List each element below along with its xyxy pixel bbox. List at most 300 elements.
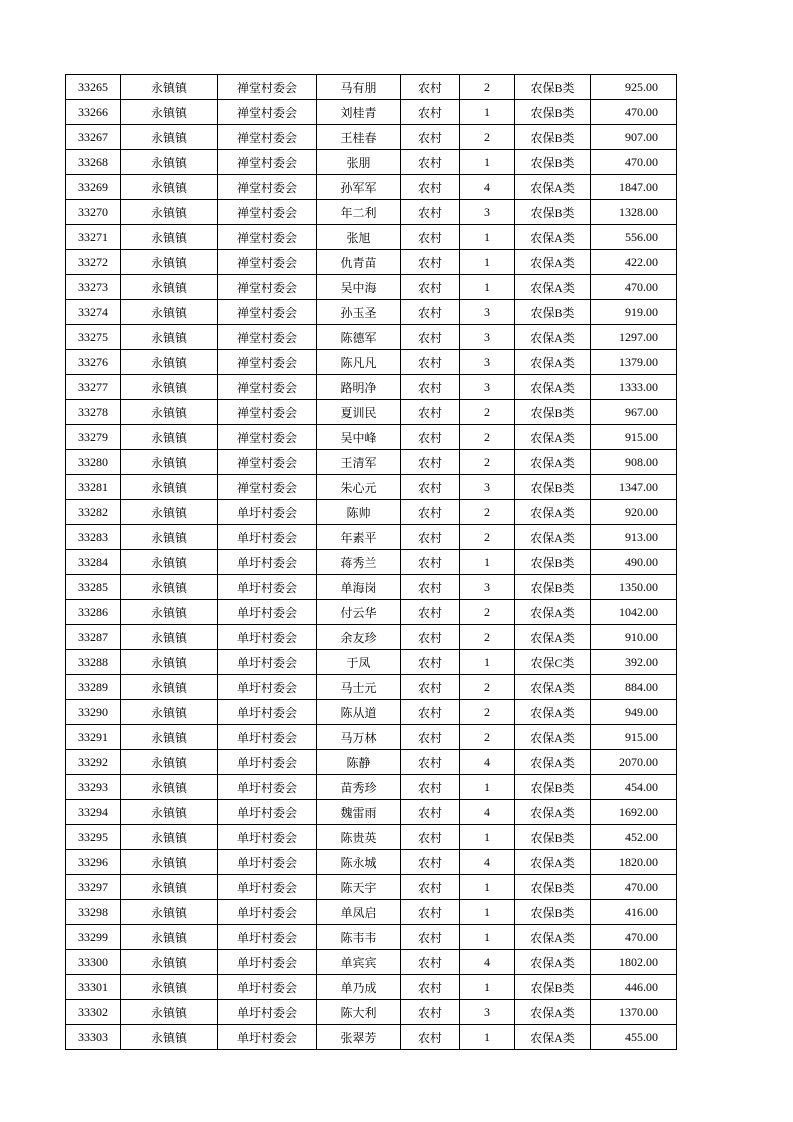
cell-id: 33300: [66, 950, 121, 975]
table-row: [66, 600, 677, 625]
cell-count: 3: [460, 1000, 515, 1025]
cell-name: 陈贵英: [317, 825, 401, 850]
cell-village: 单圩村委会: [218, 575, 317, 600]
cell-village: 单圩村委会: [218, 500, 317, 525]
cell-count: 4: [460, 850, 515, 875]
cell-town: 永镇镇: [121, 200, 218, 225]
cell-amount: 392.00: [591, 650, 677, 675]
cell-insurance-class: 农保A类: [515, 350, 591, 375]
cell-town: 永镇镇: [121, 675, 218, 700]
cell-insurance-class: 农保B类: [515, 300, 591, 325]
cell-amount: 1297.00: [591, 325, 677, 350]
cell-town: 永镇镇: [121, 475, 218, 500]
cell-town: 永镇镇: [121, 950, 218, 975]
cell-type: 农村: [401, 900, 460, 925]
cell-id: 33268: [66, 150, 121, 175]
cell-insurance-class: 农保B类: [515, 125, 591, 150]
cell-amount: 446.00: [591, 975, 677, 1000]
cell-town: 永镇镇: [121, 825, 218, 850]
cell-name: 孙玉圣: [317, 300, 401, 325]
cell-name: 马万林: [317, 725, 401, 750]
table-row: [66, 725, 677, 750]
cell-amount: 1802.00: [591, 950, 677, 975]
cell-town: 永镇镇: [121, 500, 218, 525]
cell-village: 禅堂村委会: [218, 375, 317, 400]
cell-type: 农村: [401, 475, 460, 500]
cell-name: 陈德军: [317, 325, 401, 350]
cell-count: 4: [460, 800, 515, 825]
cell-amount: 422.00: [591, 250, 677, 275]
cell-amount: 452.00: [591, 825, 677, 850]
cell-insurance-class: 农保A类: [515, 700, 591, 725]
cell-id: 33298: [66, 900, 121, 925]
cell-id: 33274: [66, 300, 121, 325]
cell-village: 单圩村委会: [218, 675, 317, 700]
cell-amount: 2070.00: [591, 750, 677, 775]
cell-type: 农村: [401, 250, 460, 275]
cell-insurance-class: 农保A类: [515, 800, 591, 825]
cell-insurance-class: 农保B类: [515, 150, 591, 175]
table-row: [66, 275, 677, 300]
table-row: [66, 775, 677, 800]
cell-name: 年素平: [317, 525, 401, 550]
cell-count: 2: [460, 500, 515, 525]
cell-insurance-class: 农保B类: [515, 475, 591, 500]
cell-id: 33276: [66, 350, 121, 375]
cell-village: 单圩村委会: [218, 925, 317, 950]
cell-insurance-class: 农保A类: [515, 625, 591, 650]
cell-name: 单宾宾: [317, 950, 401, 975]
cell-type: 农村: [401, 1025, 460, 1050]
table-row: [66, 175, 677, 200]
cell-id: 33285: [66, 575, 121, 600]
cell-insurance-class: 农保A类: [515, 500, 591, 525]
cell-count: 1: [460, 275, 515, 300]
cell-id: 33265: [66, 75, 121, 100]
cell-type: 农村: [401, 700, 460, 725]
cell-town: 永镇镇: [121, 300, 218, 325]
cell-type: 农村: [401, 575, 460, 600]
cell-type: 农村: [401, 725, 460, 750]
cell-amount: 967.00: [591, 400, 677, 425]
cell-village: 单圩村委会: [218, 1000, 317, 1025]
cell-town: 永镇镇: [121, 350, 218, 375]
cell-insurance-class: 农保A类: [515, 1025, 591, 1050]
cell-type: 农村: [401, 375, 460, 400]
cell-amount: 1333.00: [591, 375, 677, 400]
cell-insurance-class: 农保A类: [515, 375, 591, 400]
cell-town: 永镇镇: [121, 150, 218, 175]
cell-id: 33294: [66, 800, 121, 825]
cell-count: 2: [460, 700, 515, 725]
cell-amount: 416.00: [591, 900, 677, 925]
cell-village: 单圩村委会: [218, 825, 317, 850]
cell-id: 33302: [66, 1000, 121, 1025]
cell-id: 33270: [66, 200, 121, 225]
table-row: [66, 425, 677, 450]
cell-insurance-class: 农保A类: [515, 450, 591, 475]
cell-name: 于凤: [317, 650, 401, 675]
cell-village: 禅堂村委会: [218, 475, 317, 500]
cell-amount: 920.00: [591, 500, 677, 525]
cell-count: 1: [460, 825, 515, 850]
cell-name: 张旭: [317, 225, 401, 250]
cell-id: 33279: [66, 425, 121, 450]
cell-insurance-class: 农保A类: [515, 675, 591, 700]
cell-type: 农村: [401, 500, 460, 525]
cell-type: 农村: [401, 975, 460, 1000]
cell-insurance-class: 农保B类: [515, 400, 591, 425]
cell-village: 禅堂村委会: [218, 75, 317, 100]
table-body: [66, 75, 677, 1050]
cell-insurance-class: 农保A类: [515, 425, 591, 450]
cell-id: 33272: [66, 250, 121, 275]
cell-count: 2: [460, 725, 515, 750]
cell-count: 2: [460, 525, 515, 550]
cell-count: 2: [460, 625, 515, 650]
cell-insurance-class: 农保B类: [515, 200, 591, 225]
cell-name: 路明净: [317, 375, 401, 400]
cell-town: 永镇镇: [121, 875, 218, 900]
cell-village: 单圩村委会: [218, 1025, 317, 1050]
cell-insurance-class: 农保A类: [515, 275, 591, 300]
cell-count: 1: [460, 775, 515, 800]
cell-amount: 908.00: [591, 450, 677, 475]
cell-insurance-class: 农保B类: [515, 575, 591, 600]
table-row: [66, 750, 677, 775]
cell-name: 马有朋: [317, 75, 401, 100]
cell-amount: 913.00: [591, 525, 677, 550]
cell-count: 4: [460, 950, 515, 975]
cell-village: 禅堂村委会: [218, 325, 317, 350]
cell-village: 单圩村委会: [218, 850, 317, 875]
cell-town: 永镇镇: [121, 600, 218, 625]
cell-name: 陈韦韦: [317, 925, 401, 950]
cell-amount: 925.00: [591, 75, 677, 100]
cell-id: 33277: [66, 375, 121, 400]
cell-name: 年二利: [317, 200, 401, 225]
cell-id: 33269: [66, 175, 121, 200]
cell-town: 永镇镇: [121, 750, 218, 775]
table-row: [66, 900, 677, 925]
cell-town: 永镇镇: [121, 225, 218, 250]
table-row: [66, 225, 677, 250]
cell-name: 陈从道: [317, 700, 401, 725]
cell-count: 2: [460, 450, 515, 475]
cell-name: 单凤启: [317, 900, 401, 925]
cell-count: 1: [460, 150, 515, 175]
cell-town: 永镇镇: [121, 75, 218, 100]
cell-town: 永镇镇: [121, 1000, 218, 1025]
cell-id: 33296: [66, 850, 121, 875]
table-row: [66, 200, 677, 225]
cell-name: 陈静: [317, 750, 401, 775]
cell-village: 单圩村委会: [218, 550, 317, 575]
cell-amount: 455.00: [591, 1025, 677, 1050]
cell-type: 农村: [401, 325, 460, 350]
cell-id: 33287: [66, 625, 121, 650]
cell-amount: 470.00: [591, 150, 677, 175]
cell-village: 单圩村委会: [218, 750, 317, 775]
cell-count: 1: [460, 875, 515, 900]
cell-name: 魏雷雨: [317, 800, 401, 825]
cell-id: 33284: [66, 550, 121, 575]
cell-name: 余友珍: [317, 625, 401, 650]
cell-count: 2: [460, 400, 515, 425]
table-row: [66, 400, 677, 425]
benefits-table: [65, 74, 677, 1050]
cell-village: 禅堂村委会: [218, 275, 317, 300]
table-row: [66, 825, 677, 850]
cell-name: 陈天宇: [317, 875, 401, 900]
cell-insurance-class: 农保A类: [515, 1000, 591, 1025]
table-row: [66, 350, 677, 375]
cell-name: 吴中海: [317, 275, 401, 300]
cell-amount: 1347.00: [591, 475, 677, 500]
cell-insurance-class: 农保C类: [515, 650, 591, 675]
cell-village: 禅堂村委会: [218, 200, 317, 225]
cell-amount: 907.00: [591, 125, 677, 150]
cell-name: 陈凡凡: [317, 350, 401, 375]
cell-count: 2: [460, 125, 515, 150]
cell-name: 马士元: [317, 675, 401, 700]
cell-town: 永镇镇: [121, 625, 218, 650]
cell-insurance-class: 农保A类: [515, 925, 591, 950]
cell-town: 永镇镇: [121, 725, 218, 750]
cell-insurance-class: 农保A类: [515, 225, 591, 250]
table-row: [66, 300, 677, 325]
cell-name: 苗秀珍: [317, 775, 401, 800]
cell-count: 3: [460, 300, 515, 325]
cell-type: 农村: [401, 550, 460, 575]
cell-town: 永镇镇: [121, 850, 218, 875]
cell-type: 农村: [401, 100, 460, 125]
cell-village: 单圩村委会: [218, 975, 317, 1000]
cell-type: 农村: [401, 425, 460, 450]
cell-name: 张朋: [317, 150, 401, 175]
cell-id: 33299: [66, 925, 121, 950]
cell-id: 33280: [66, 450, 121, 475]
cell-town: 永镇镇: [121, 700, 218, 725]
cell-village: 禅堂村委会: [218, 400, 317, 425]
cell-town: 永镇镇: [121, 550, 218, 575]
cell-name: 王桂春: [317, 125, 401, 150]
table-row: [66, 1025, 677, 1050]
cell-type: 农村: [401, 825, 460, 850]
cell-insurance-class: 农保A类: [515, 950, 591, 975]
cell-count: 1: [460, 975, 515, 1000]
table-row: [66, 525, 677, 550]
cell-id: 33288: [66, 650, 121, 675]
cell-insurance-class: 农保B类: [515, 550, 591, 575]
cell-id: 33297: [66, 875, 121, 900]
cell-village: 禅堂村委会: [218, 425, 317, 450]
cell-id: 33282: [66, 500, 121, 525]
cell-town: 永镇镇: [121, 175, 218, 200]
cell-amount: 470.00: [591, 100, 677, 125]
table-row: [66, 250, 677, 275]
cell-id: 33295: [66, 825, 121, 850]
cell-type: 农村: [401, 750, 460, 775]
cell-name: 张翠芳: [317, 1025, 401, 1050]
cell-town: 永镇镇: [121, 325, 218, 350]
table-row: [66, 950, 677, 975]
cell-amount: 470.00: [591, 925, 677, 950]
cell-village: 禅堂村委会: [218, 300, 317, 325]
table-row: [66, 875, 677, 900]
cell-type: 农村: [401, 175, 460, 200]
cell-id: 33286: [66, 600, 121, 625]
cell-name: 孙军军: [317, 175, 401, 200]
cell-village: 单圩村委会: [218, 875, 317, 900]
cell-id: 33275: [66, 325, 121, 350]
cell-type: 农村: [401, 275, 460, 300]
cell-type: 农村: [401, 925, 460, 950]
table-row: [66, 450, 677, 475]
cell-amount: 1847.00: [591, 175, 677, 200]
cell-name: 王清军: [317, 450, 401, 475]
cell-village: 单圩村委会: [218, 625, 317, 650]
cell-town: 永镇镇: [121, 250, 218, 275]
cell-amount: 1328.00: [591, 200, 677, 225]
cell-type: 农村: [401, 1000, 460, 1025]
cell-village: 禅堂村委会: [218, 175, 317, 200]
table-row: [66, 500, 677, 525]
cell-count: 3: [460, 200, 515, 225]
cell-count: 2: [460, 425, 515, 450]
cell-village: 单圩村委会: [218, 650, 317, 675]
cell-name: 夏训民: [317, 400, 401, 425]
cell-amount: 470.00: [591, 875, 677, 900]
cell-town: 永镇镇: [121, 650, 218, 675]
cell-id: 33273: [66, 275, 121, 300]
cell-town: 永镇镇: [121, 100, 218, 125]
cell-id: 33301: [66, 975, 121, 1000]
table-row: [66, 650, 677, 675]
table-row: [66, 850, 677, 875]
cell-id: 33289: [66, 675, 121, 700]
cell-type: 农村: [401, 225, 460, 250]
cell-count: 1: [460, 550, 515, 575]
cell-village: 单圩村委会: [218, 725, 317, 750]
cell-town: 永镇镇: [121, 425, 218, 450]
cell-type: 农村: [401, 150, 460, 175]
table-row: [66, 150, 677, 175]
cell-amount: 915.00: [591, 425, 677, 450]
cell-amount: 910.00: [591, 625, 677, 650]
cell-type: 农村: [401, 75, 460, 100]
cell-name: 朱心元: [317, 475, 401, 500]
cell-type: 农村: [401, 650, 460, 675]
cell-town: 永镇镇: [121, 450, 218, 475]
cell-type: 农村: [401, 775, 460, 800]
cell-type: 农村: [401, 200, 460, 225]
cell-name: 仇青苗: [317, 250, 401, 275]
cell-insurance-class: 农保A类: [515, 850, 591, 875]
cell-amount: 919.00: [591, 300, 677, 325]
cell-insurance-class: 农保A类: [515, 175, 591, 200]
cell-village: 禅堂村委会: [218, 100, 317, 125]
cell-village: 禅堂村委会: [218, 150, 317, 175]
cell-type: 农村: [401, 800, 460, 825]
cell-name: 单乃成: [317, 975, 401, 1000]
cell-insurance-class: 农保B类: [515, 875, 591, 900]
cell-count: 2: [460, 75, 515, 100]
cell-insurance-class: 农保A类: [515, 525, 591, 550]
cell-town: 永镇镇: [121, 1025, 218, 1050]
cell-count: 3: [460, 375, 515, 400]
cell-amount: 556.00: [591, 225, 677, 250]
table-row: [66, 475, 677, 500]
cell-type: 农村: [401, 950, 460, 975]
cell-village: 单圩村委会: [218, 775, 317, 800]
cell-id: 33290: [66, 700, 121, 725]
cell-village: 单圩村委会: [218, 700, 317, 725]
cell-amount: 470.00: [591, 275, 677, 300]
table-row: [66, 975, 677, 1000]
cell-village: 禅堂村委会: [218, 350, 317, 375]
cell-count: 3: [460, 350, 515, 375]
cell-type: 农村: [401, 450, 460, 475]
cell-amount: 884.00: [591, 675, 677, 700]
cell-town: 永镇镇: [121, 375, 218, 400]
cell-town: 永镇镇: [121, 575, 218, 600]
table-row: [66, 1000, 677, 1025]
cell-town: 永镇镇: [121, 775, 218, 800]
cell-amount: 490.00: [591, 550, 677, 575]
cell-name: 单海岗: [317, 575, 401, 600]
table-row: [66, 675, 677, 700]
cell-count: 4: [460, 750, 515, 775]
cell-amount: 1820.00: [591, 850, 677, 875]
cell-count: 1: [460, 650, 515, 675]
cell-town: 永镇镇: [121, 900, 218, 925]
cell-count: 1: [460, 250, 515, 275]
cell-insurance-class: 农保B类: [515, 775, 591, 800]
cell-town: 永镇镇: [121, 975, 218, 1000]
cell-name: 刘桂青: [317, 100, 401, 125]
cell-id: 33266: [66, 100, 121, 125]
cell-id: 33293: [66, 775, 121, 800]
cell-insurance-class: 农保A类: [515, 325, 591, 350]
cell-count: 1: [460, 1025, 515, 1050]
cell-name: 蒋秀兰: [317, 550, 401, 575]
cell-count: 1: [460, 100, 515, 125]
cell-town: 永镇镇: [121, 800, 218, 825]
cell-village: 禅堂村委会: [218, 450, 317, 475]
table-row: [66, 925, 677, 950]
cell-name: 陈帅: [317, 500, 401, 525]
cell-count: 4: [460, 175, 515, 200]
cell-town: 永镇镇: [121, 400, 218, 425]
cell-id: 33292: [66, 750, 121, 775]
cell-count: 3: [460, 325, 515, 350]
cell-village: 禅堂村委会: [218, 250, 317, 275]
cell-count: 1: [460, 925, 515, 950]
cell-village: 禅堂村委会: [218, 225, 317, 250]
cell-type: 农村: [401, 675, 460, 700]
cell-id: 33278: [66, 400, 121, 425]
cell-insurance-class: 农保B类: [515, 100, 591, 125]
table-row: [66, 125, 677, 150]
table-row: [66, 700, 677, 725]
cell-amount: 1350.00: [591, 575, 677, 600]
cell-town: 永镇镇: [121, 275, 218, 300]
cell-name: 陈大利: [317, 1000, 401, 1025]
cell-amount: 1370.00: [591, 1000, 677, 1025]
cell-amount: 949.00: [591, 700, 677, 725]
table-row: [66, 325, 677, 350]
